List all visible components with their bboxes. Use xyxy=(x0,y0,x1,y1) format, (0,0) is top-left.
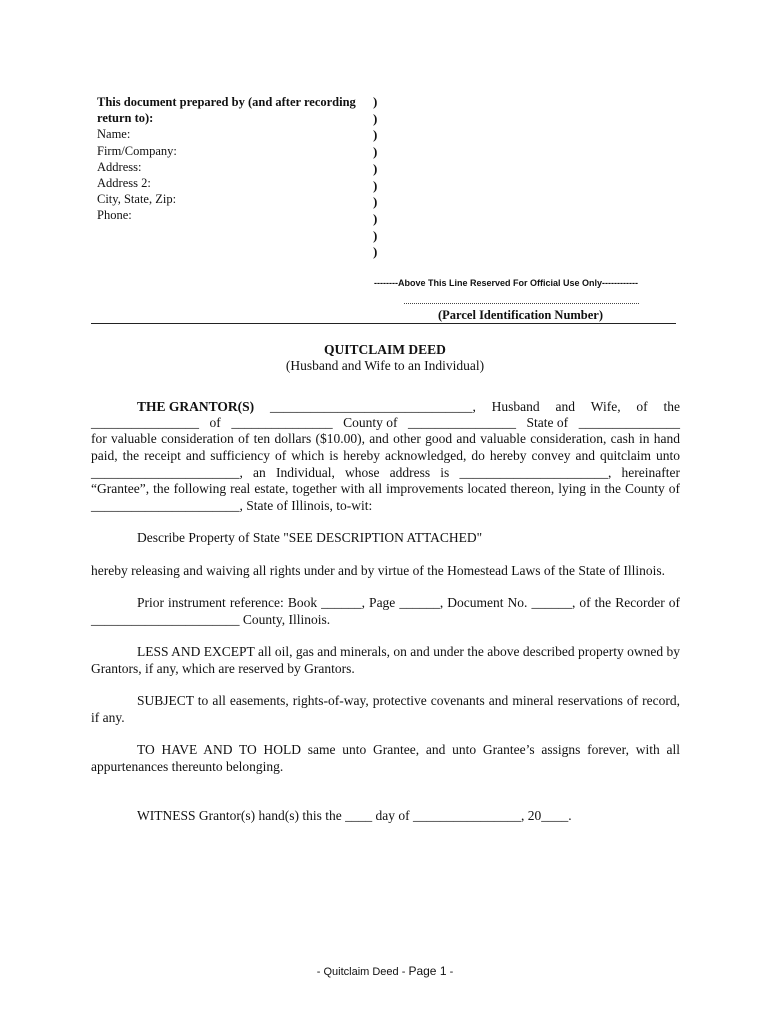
bracket-paren: ) xyxy=(373,110,378,126)
bracket-paren: ) xyxy=(373,160,378,176)
bracket-column xyxy=(373,94,377,261)
grantor-word: State of xyxy=(526,415,569,430)
field-name: Name: xyxy=(97,127,131,142)
footer-page-number: Page 1 xyxy=(408,964,447,978)
grantor-line-2 xyxy=(91,415,680,431)
grantor-word: County of xyxy=(343,415,398,430)
parcel-id-label: (Parcel Identification Number) xyxy=(438,308,604,322)
less-except-paragraph: LESS AND EXCEPT all oil, gas and minerals, on and under the above described property owned by Grantors, if any, which are reserved by Grantors. xyxy=(91,644,680,676)
grantor-word: Husband xyxy=(491,399,540,414)
field-address: Address: xyxy=(97,159,142,174)
grantor-label: THE GRANTOR(S) xyxy=(137,399,255,414)
bracket-paren: ) xyxy=(373,177,378,193)
deed-title: QUITCLAIM DEED xyxy=(324,342,446,357)
divider-line xyxy=(91,323,676,324)
describe-property: Describe Property of State "SEE DESCRIPTION ATTACHED" xyxy=(137,530,483,545)
field-firm: Firm/Company: xyxy=(97,143,177,158)
grantor-word: of xyxy=(636,399,648,414)
grantor-line-1 xyxy=(137,399,680,415)
grantor-word: the xyxy=(663,399,680,414)
field-city-state-zip: City, State, Zip: xyxy=(97,192,177,207)
blank-field: ________________ xyxy=(91,415,199,430)
bracket-paren: ) xyxy=(373,210,378,226)
prepared-by-title-1: This document prepared by (and after recording xyxy=(97,95,356,109)
bracket-paren: ) xyxy=(373,244,378,260)
bracket-paren: ) xyxy=(373,144,378,160)
subject-paragraph: SUBJECT to all easements, rights-of-way, protective covenants and mineral reservations of record, if any. xyxy=(91,693,680,725)
blank-field: _______________ xyxy=(578,415,680,430)
field-phone: Phone: xyxy=(97,208,132,223)
grantor-name-blank: ______________________________, xyxy=(269,399,476,414)
grantor-word: of xyxy=(209,415,221,430)
footer-prefix: - Quitclaim Deed - xyxy=(316,966,406,978)
parcel-dotted-line xyxy=(404,303,639,304)
homestead-paragraph: hereby releasing and waiving all rights under and by virtue of the Homestead Laws of the State of Illinois. xyxy=(91,563,665,578)
official-use-line: --------Above This Line Reserved For Official Use Only------------ xyxy=(374,278,638,288)
grantor-word: and xyxy=(555,399,575,414)
footer-suffix: - xyxy=(449,966,454,978)
to-have-paragraph: TO HAVE AND TO HOLD same unto Grantee, and unto Grantee’s assigns forever, with all appurtenances thereunto belonging. xyxy=(91,742,680,774)
page-footer xyxy=(0,964,770,978)
prepared-by-block xyxy=(97,94,356,224)
bracket-paren: ) xyxy=(373,127,378,143)
bracket-paren: ) xyxy=(373,94,378,109)
deed-subtitle: (Husband and Wife to an Individual) xyxy=(285,358,485,373)
blank-field: _______________ xyxy=(231,415,333,430)
grantor-paragraph: for valuable consideration of ten dollars ($10.00), and other good and valuable consideration, cash in hand paid, the receipt and sufficiency of which is hereby acknowledged, do hereby convey and quitclaim unto ______________________, an Individual, whose address is ______________________, hereinafter “Grantee”, the following real estate, together with all improvements located thereon, lying in the County of ______________________, State of Illinois, to-wit: xyxy=(91,431,680,514)
grantor-word: Wife, xyxy=(590,399,621,414)
bracket-paren: ) xyxy=(373,194,378,210)
witness-paragraph: WITNESS Grantor(s) hand(s) this the ____ day of ________________, 20____. xyxy=(137,808,572,823)
field-address2: Address 2: xyxy=(97,176,151,191)
prepared-by-title-2: return to): xyxy=(97,111,154,126)
blank-field: ________________ xyxy=(408,415,517,430)
bracket-paren: ) xyxy=(373,227,378,243)
prior-instrument-paragraph: Prior instrument reference: Book ______, Page ______, Document No. ______, of the Recorder of ______________________ County, Illinois. xyxy=(91,595,680,627)
